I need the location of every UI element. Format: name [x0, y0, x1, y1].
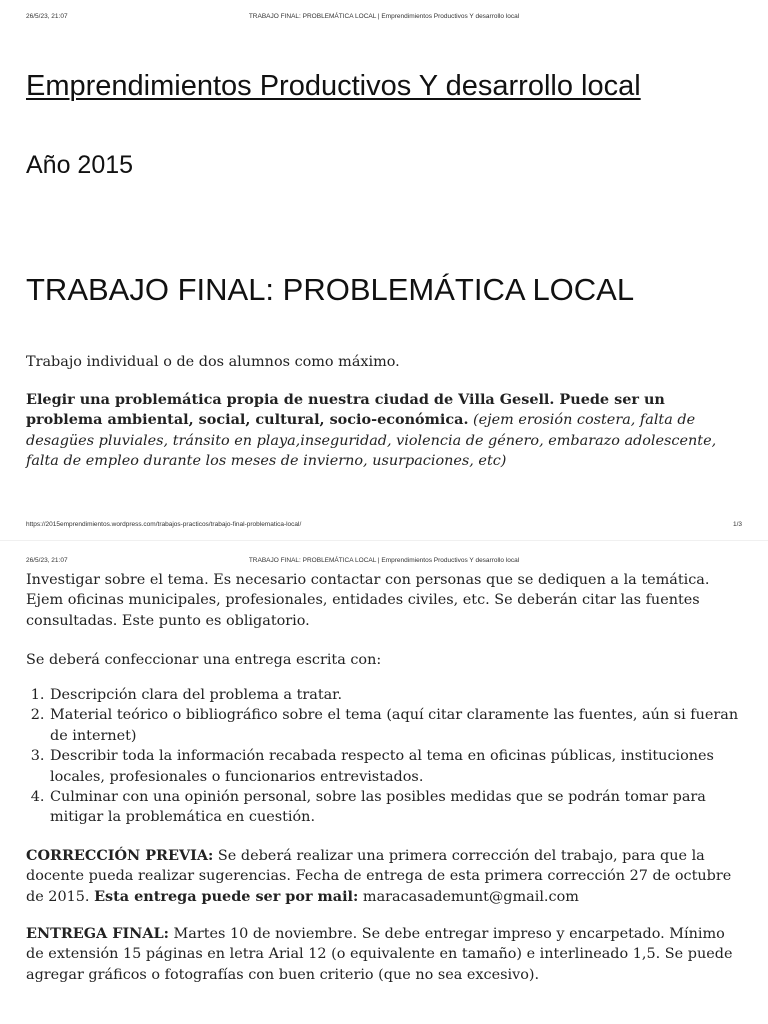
- print-url: https://2015emprendimientos.wordpress.com/trabajos-practicos/trabajo-final-problematica-local/: [26, 521, 302, 528]
- list-item: 2. Material teórico o bibliográfico sobre el tema (aquí citar claramente las fuentes, aún si fueran de internet): [49, 705, 748, 746]
- final-text: Martes 10 de noviembre. Se debe entregar impreso y encarpetado. Mínimo de extensión 15 páginas en letra Arial 12 (o equivalente en tamaño) e interlineado 1,5. Se puede agregar gráficos o fotografías con buen criterio (que no sea excesivo).: [26, 926, 733, 983]
- intro-paragraph: Trabajo individual o de dos alumnos como máximo.: [26, 354, 400, 370]
- print-doc-title: TRABAJO FINAL: PROBLEMÁTICA LOCAL | Emprendimientos Productivos Y desarrollo local: [248, 557, 520, 564]
- page-title: TRABAJO FINAL: PROBLEMÁTICA LOCAL: [26, 272, 635, 307]
- print-datetime: 26/5/23, 21:07: [26, 13, 68, 20]
- correction-text: Se deberá realizar una primera corrección del trabajo, para que la docente pueda realizar sugerencias. Fecha de entrega de esta primera corrección 27 de octubre de 2015.: [26, 848, 732, 905]
- list-item: 4. Culminar con una opinión personal, sobre las posibles medidas que se podrán tomar para mitigar la problemática en cuestión.: [49, 787, 748, 828]
- task-bold-text: Elegir una problemática propia de nuestra ciudad de Villa Gesell. Puede ser un problema ambiental, social, cultural, socio-económica.: [26, 391, 665, 429]
- print-doc-title: TRABAJO FINAL: PROBLEMÁTICA LOCAL | Emprendimientos Productivos Y desarrollo local: [248, 13, 520, 20]
- list-item: 3. Describir toda la información recabada respecto al tema en oficinas públicas, instituciones locales, profesionales o funcionarios entrevistados.: [49, 746, 748, 787]
- final-delivery-paragraph: [26, 924, 744, 985]
- deliverable-list: [26, 685, 748, 828]
- final-label: ENTREGA FINAL:: [26, 925, 169, 942]
- correction-label: CORRECCIÓN PREVIA:: [26, 847, 214, 864]
- deliverable-intro: Se deberá confeccionar una entrega escrita con:: [26, 652, 382, 668]
- year-heading: Año 2015: [26, 151, 134, 179]
- correction-mail-label: Esta entrega puede ser por mail:: [94, 887, 359, 905]
- page-break: [0, 540, 768, 541]
- correction-email: maracasademunt@gmail.com: [358, 888, 579, 905]
- investigate-paragraph: Investigar sobre el tema. Es necesario contactar con personas que se dediquen a la temática. Ejem oficinas municipales, profesionales, entidades civiles, etc. Se deberán citar las fuentes consultadas. Este punto es obligatorio.: [26, 572, 710, 629]
- print-footer: [26, 521, 742, 528]
- print-datetime: 26/5/23, 21:07: [26, 557, 68, 564]
- correction-paragraph: [26, 846, 744, 907]
- task-examples-text: (ejem erosión costera, falta de desagües pluviales, tránsito en playa,inseguridad, violencia de género, embarazo adolescente, falta de empleo durante los meses de invierno, usurpaciones, etc): [26, 412, 717, 470]
- task-paragraph: [26, 390, 744, 472]
- site-title-link[interactable]: Emprendimientos Productivos Y desarrollo local: [26, 70, 641, 102]
- page-number: 1/3: [732, 521, 742, 528]
- list-item: 1. Descripción clara del problema a tratar.: [49, 685, 748, 705]
